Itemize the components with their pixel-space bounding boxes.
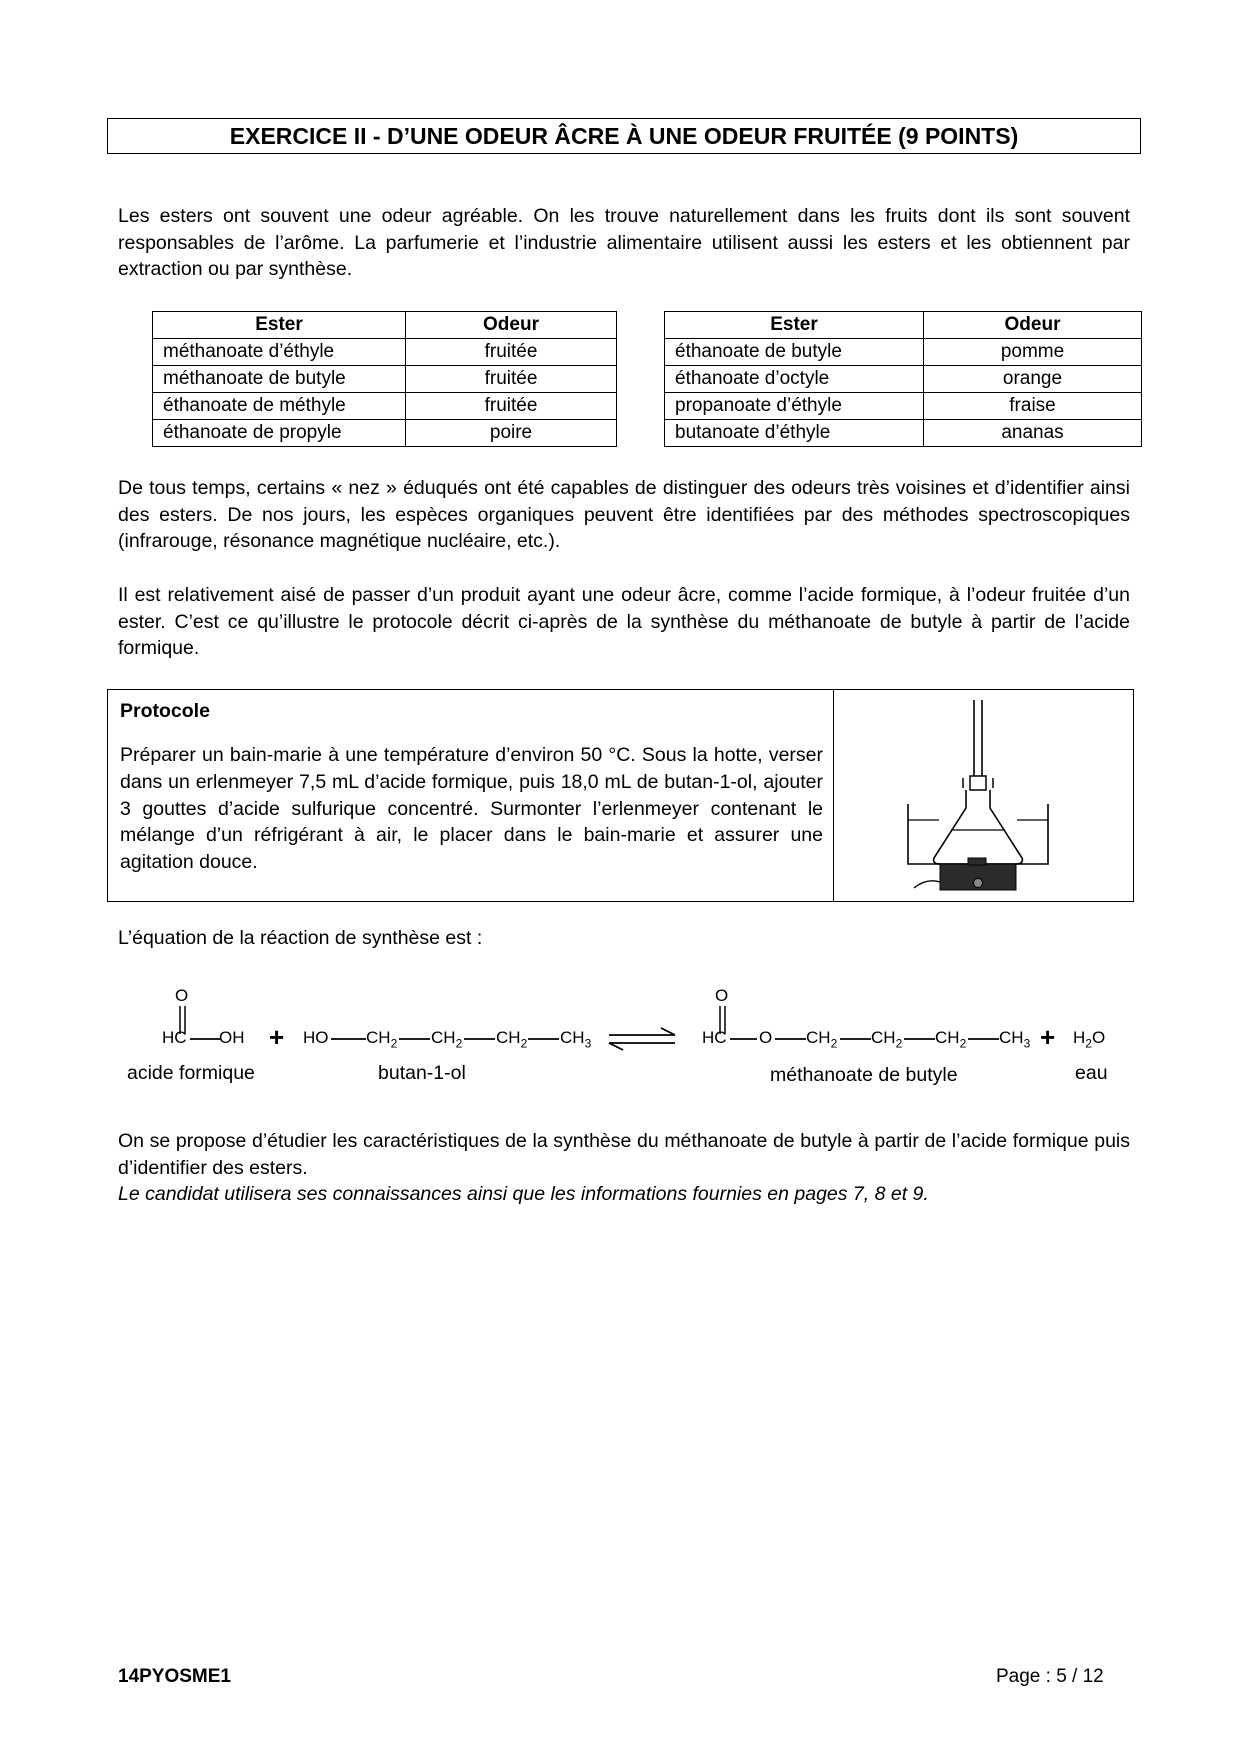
paragraph-synthesis: Il est relativement aisé de passer d’un produit ayant une odeur âcre, comme l’acide formique, à l’odeur fruitée d’un ester. C’est ce qu’illustre le protocole décrit ci-après de la synthèse du méthanoate de butyle à partir de l’acide formique. <box>118 584 1130 659</box>
ch3-group: $CH_3$ <box>560 1028 592 1051</box>
odor-cell: pomme <box>924 339 1142 366</box>
column-header-odeur: Odeur <box>924 312 1142 339</box>
ester-name-cell: éthanoate de méthyle <box>153 393 406 420</box>
ch2-group: $CH_2$ <box>496 1028 528 1051</box>
table-row <box>665 339 1142 366</box>
label-butanol: butan-1-ol <box>378 1062 466 1084</box>
label-acide-formique: acide formique <box>127 1062 255 1084</box>
ch2-group: $CH_2$ <box>431 1028 463 1051</box>
ch2-group: $CH_2$ <box>871 1028 903 1051</box>
protocol-title: Protocole <box>120 700 210 722</box>
chemical-equation <box>0 970 1240 1110</box>
bond <box>528 1037 560 1041</box>
water-bath-apparatus-illustration <box>834 690 1134 901</box>
table-row <box>153 366 617 393</box>
oxygen-atom-acid: O <box>175 986 189 1005</box>
table-row <box>665 420 1142 447</box>
plus-sign: + <box>1040 1022 1056 1052</box>
table-row <box>153 393 617 420</box>
ho-group: HO <box>303 1028 329 1047</box>
ester-table-right <box>664 311 1142 447</box>
column-header-ester: Ester <box>153 312 406 339</box>
oxygen-atom-ester: O <box>715 986 729 1005</box>
bond <box>399 1037 431 1041</box>
ester-name-cell: butanoate d’éthyle <box>665 420 924 447</box>
odor-cell: ananas <box>924 420 1142 447</box>
paragraph-spectroscopy: De tous temps, certains « nez » éduqués ont été capables de distinguer des odeurs très voisines et d’identifier ainsi des esters. De nos jours, les espèces organiques peuvent être identifiées par des méthodes spectroscopiques (infrarouge, résonance magnétique nucléaire, etc.). <box>118 477 1130 552</box>
ch2-group: $CH_2$ <box>935 1028 967 1051</box>
table-header-row <box>153 312 617 339</box>
table-header-row <box>665 312 1142 339</box>
ester-name-cell: éthanoate d’octyle <box>665 366 924 393</box>
bond <box>775 1037 807 1041</box>
footer-code: 14PYOSME1 <box>118 1666 231 1687</box>
equilibrium-arrows-icon <box>607 1026 679 1052</box>
equation-intro: L’équation de la réaction de synthèse est : <box>118 927 483 949</box>
ester-oxygen: O <box>759 1028 773 1047</box>
ester-name-cell: éthanoate de butyle <box>665 339 924 366</box>
paragraph-instructions: Le candidat utilisera ses connaissances ainsi que les informations fournies en pages 7, 8 et 9. <box>118 1183 929 1205</box>
label-methanoate-de-butyle: méthanoate de butyle <box>770 1064 958 1086</box>
table-row <box>665 393 1142 420</box>
bond <box>331 1037 367 1041</box>
odor-cell: poire <box>406 420 617 447</box>
column-header-odeur: Odeur <box>406 312 617 339</box>
exercise-title: EXERCICE II - D’UNE ODEUR ÂCRE À UNE ODEUR FRUITÉE (9 POINTS) <box>107 118 1141 154</box>
water-formula: $H_2O$ <box>1073 1028 1106 1051</box>
odor-cell: fruitée <box>406 366 617 393</box>
ch2-group: $CH_2$ <box>806 1028 838 1051</box>
intro-paragraph: Les esters ont souvent une odeur agréable. On les trouve naturellement dans les fruits dont ils sont souvent responsables de l’arôme. La parfumerie et l’industrie alimentaire utilisent aussi les esters et les obtiennent par extraction ou par synthèse. <box>118 205 1130 280</box>
ch3-group: $CH_3$ <box>999 1028 1031 1051</box>
odor-cell: fraise <box>924 393 1142 420</box>
column-header-ester: Ester <box>665 312 924 339</box>
label-eau: eau <box>1075 1062 1108 1084</box>
table-row <box>665 366 1142 393</box>
hc-group-ester: HC <box>702 1028 727 1047</box>
odor-cell: fruitée <box>406 393 617 420</box>
ester-table-left <box>152 311 617 447</box>
protocol-text: Préparer un bain-marie à une température d’environ 50 °C. Sous la hotte, verser dans un erlenmeyer 7,5 mL d’acide formique, puis 18,0 mL de butan-1-ol, ajouter 3 gouttes d’acide sulfurique concentré. Surmonter l’erlenmeyer contenant le mélange d’un réfrigérant à air, le placer dans le bain-marie et assurer une agitation douce. <box>120 744 823 874</box>
bond <box>904 1037 936 1041</box>
odor-cell: orange <box>924 366 1142 393</box>
ester-name-cell: éthanoate de propyle <box>153 420 406 447</box>
table-row <box>153 339 617 366</box>
bond <box>464 1037 496 1041</box>
odor-cell: fruitée <box>406 339 617 366</box>
plus-sign: + <box>269 1022 285 1052</box>
ester-name-cell: méthanoate d’éthyle <box>153 339 406 366</box>
bond <box>968 1037 1000 1041</box>
bond <box>840 1037 872 1041</box>
ester-name-cell: méthanoate de butyle <box>153 366 406 393</box>
protocol-box <box>107 689 1134 902</box>
oh-group: OH <box>219 1028 245 1047</box>
table-row <box>153 420 617 447</box>
ester-name-cell: propanoate d’éthyle <box>665 393 924 420</box>
bond-c-oh <box>190 1037 222 1041</box>
ch2-group: $CH_2$ <box>366 1028 398 1051</box>
footer-page-number: Page : 5 / 12 <box>996 1666 1104 1687</box>
bond <box>730 1037 758 1041</box>
hc-group-acid: HC <box>162 1028 187 1047</box>
paragraph-objective: On se propose d’étudier les caractéristiques de la synthèse du méthanoate de butyle à partir de l’acide formique puis d’identifier des esters. <box>118 1130 1130 1179</box>
